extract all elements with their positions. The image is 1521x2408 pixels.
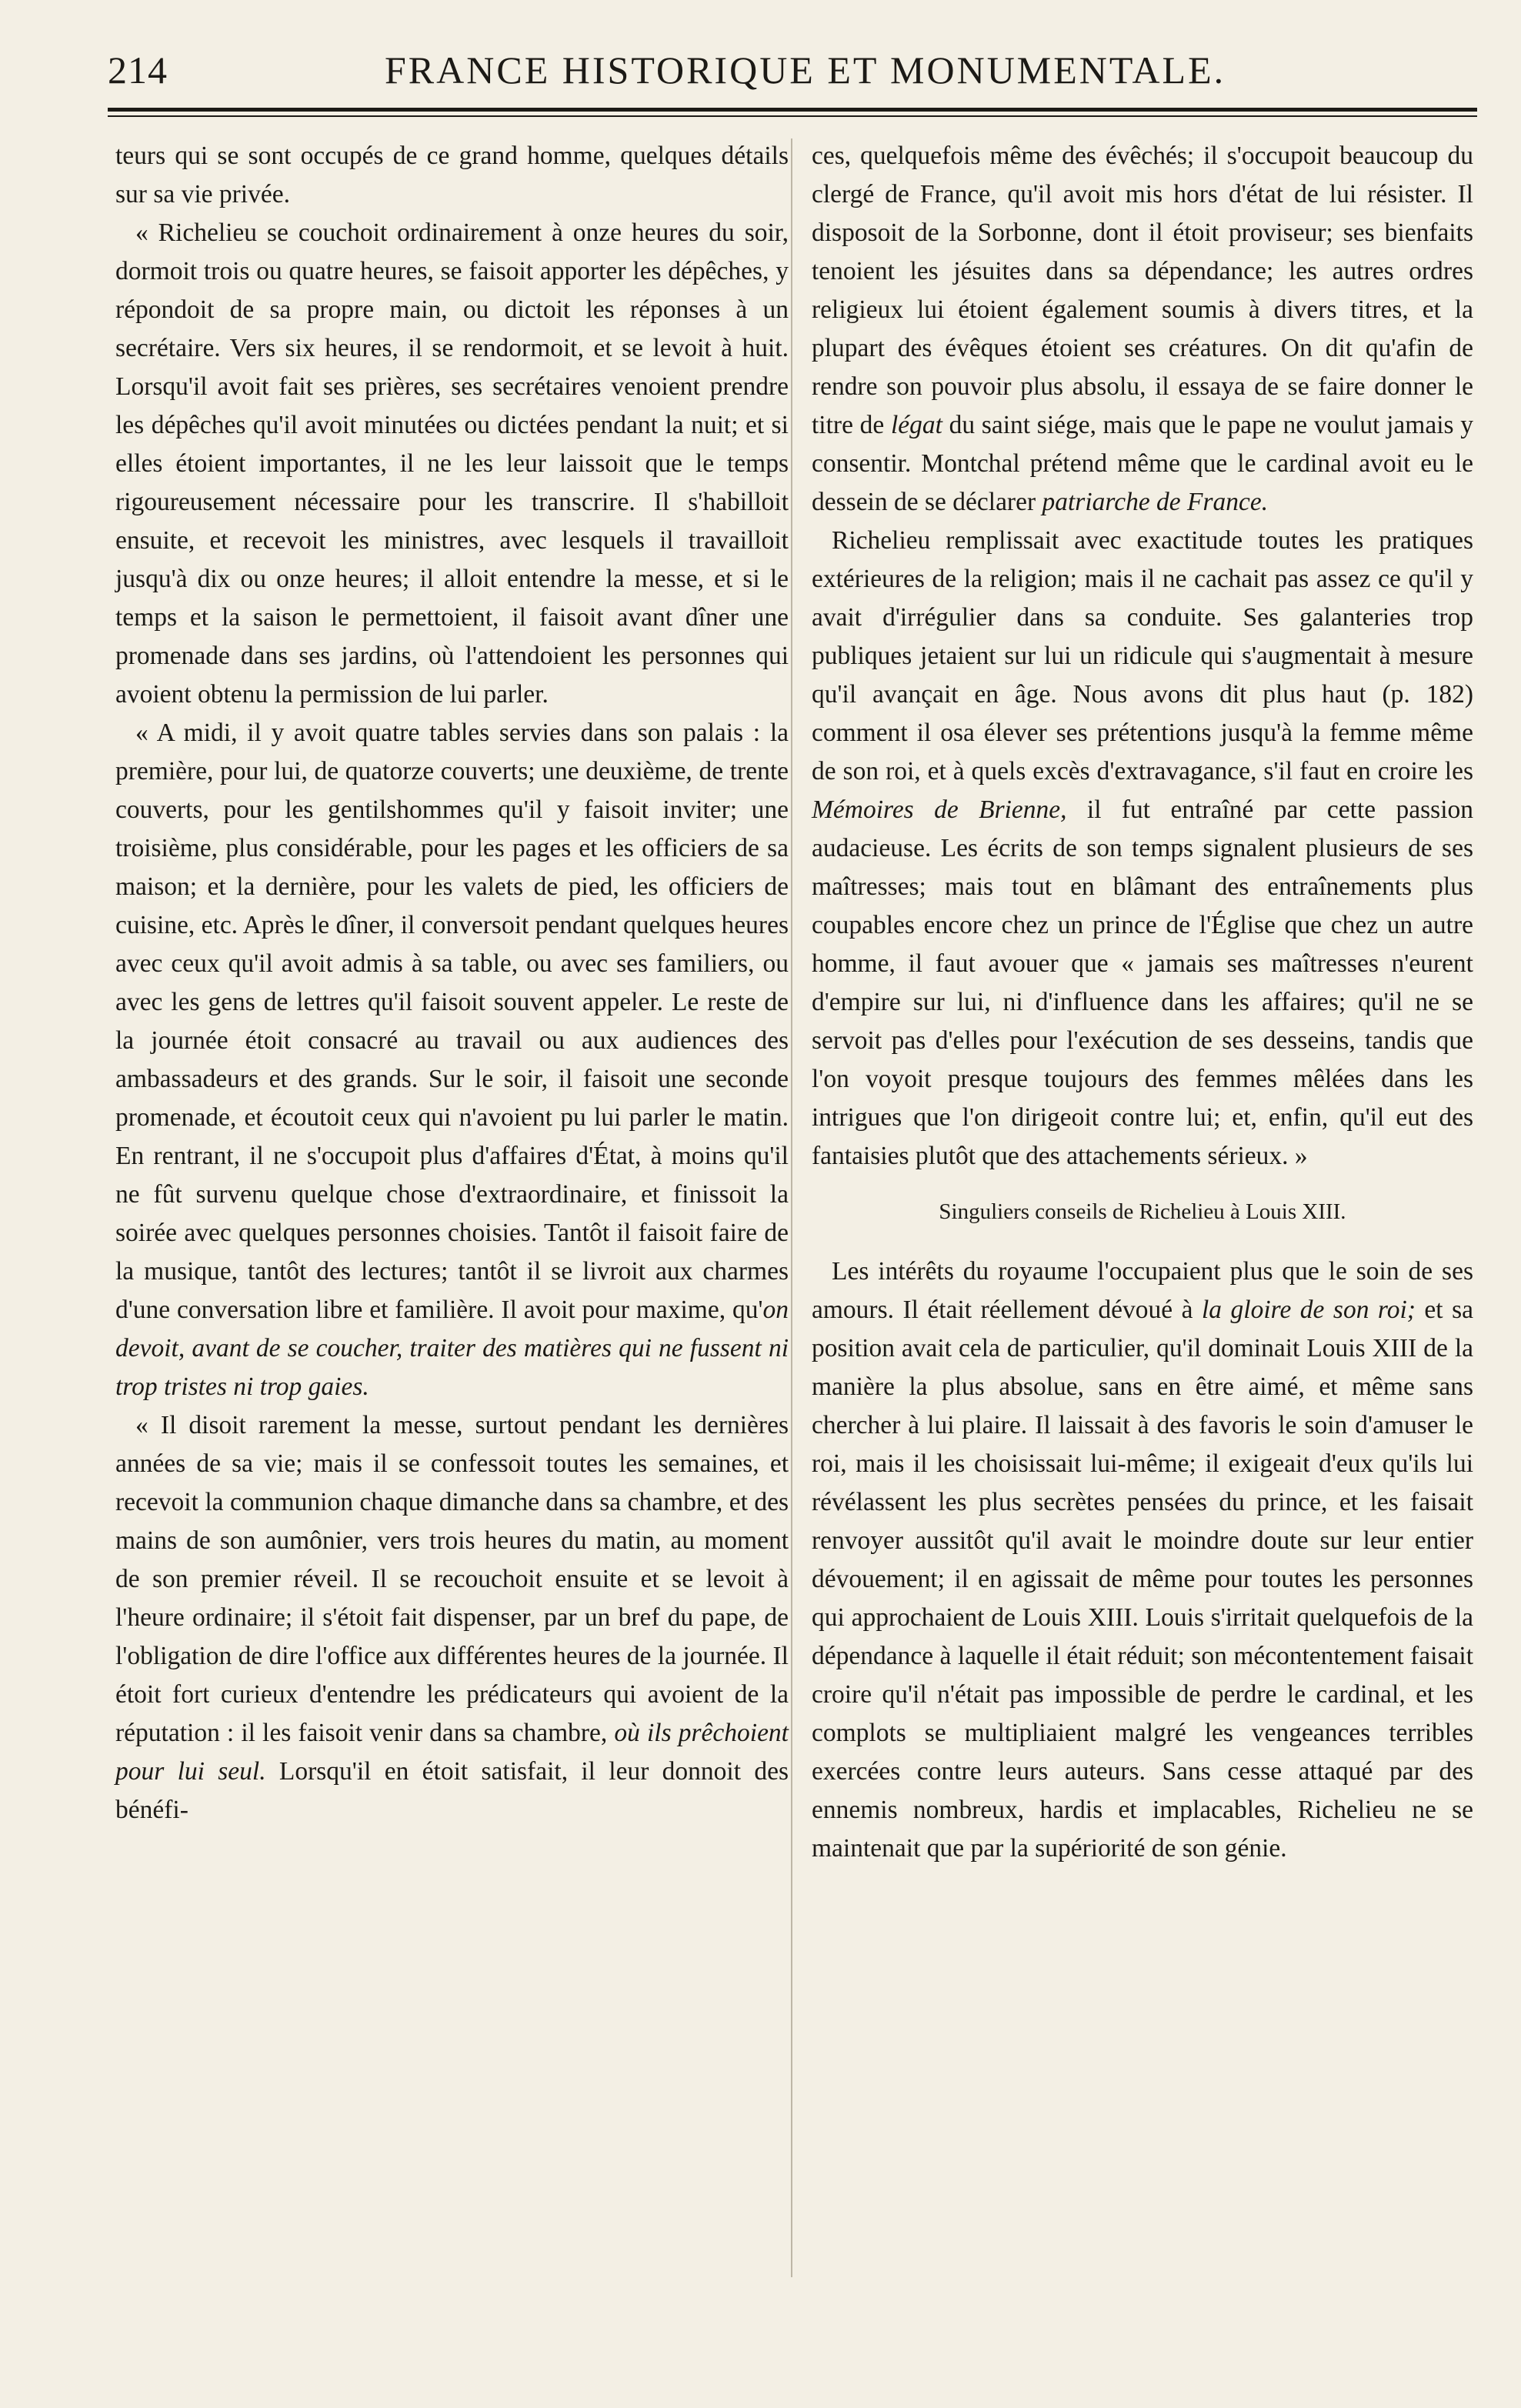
section-heading: Singuliers conseils de Richelieu à Louis XIII. <box>939 1199 1346 1224</box>
paragraph-text: Richelieu remplissait avec exactitude toutes les pratiques extérieures de la religion; mais il ne cachait pas assez ce qu'il y avait d'irrégulier dans sa conduite. Ses galanteries trop publiques jetaient sur lui un ridicule qui s'augmentait à mesure qu'il avançait en âge. Nous avons dit plus haut (p. 182) comment il osa élever ses prétentions jusqu'à la femme même de son roi, et à quels excès d'extravagance, s'il faut en croire les <box>812 526 1473 785</box>
column-divider <box>791 138 792 2277</box>
italic-title: Mémoires de Brienne, <box>812 795 1067 824</box>
right-column <box>812 137 1473 1868</box>
italic-quote: on devoit, avant de se coucher, traiter des matières qui ne fussent ni trop tristes ni trop gaies. <box>115 1296 789 1401</box>
paragraph <box>115 714 789 1406</box>
paragraph-text: il fut entraîné par cette passion audacieuse. Les écrits de son temps signalent plusieurs de ses maîtresses; mais tout en blâmant des entraînements plus coupables encore chez un prince de l'Église que chez un autre homme, il faut avouer que « jamais ses maîtresses n'eurent d'empire sur lui, ni d'influence dans les affaires; qu'il ne se servoit pas d'elles pour l'exécution de ses desseins, tandis que l'on voyoit presque toujours des femmes mêlées dans les intrigues que l'on dirigeoit contre lui; et, enfin, qu'il eut des fantaisies plutôt que des attachements sérieux. » <box>812 795 1474 1170</box>
paragraph <box>812 522 1473 1176</box>
header-rule-thick <box>108 108 1477 112</box>
running-title: FRANCE HISTORIQUE ET MONUMENTALE. <box>385 48 1226 92</box>
paragraph: « Richelieu se couchoit ordinairement à onze heures du soir, dormoit trois ou quatre heures, se faisoit apporter les dépêches, y répondoit de sa propre main, ou dictoit les réponses à un secrétaire. Vers six heures, il se rendormoit, et se levoit à huit. Lorsqu'il avoit fait ses prières, ses secrétaires venoient prendre les dépêches qu'il avoit minutées ou dictées pendant la nuit; et si elles étoient importantes, il ne les leur laissoit que le temps rigoureusement nécessaire pour les transcrire. Il s'habilloit ensuite, et recevoit les ministres, avec lesquels il travailloit jusqu'à dix ou onze heures; il alloit entendre la messe, et si le temps et la saison le permettoient, il faisoit avant dîner une promenade dans ses jardins, où l'attendoient les personnes qui avoient obtenu la permission de lui parler. <box>115 218 789 709</box>
paragraph-text: « Il disoit rarement la messe, surtout pendant les dernières années de sa vie; mais il se confessoit toutes les semaines, et recevoit la communion chaque dimanche dans sa chambre, et des mains de son aumônier, vers trois heures du matin, au moment de son premier réveil. Il se recouchoit ensuite et se levoit à l'heure ordinaire; il s'étoit fait dispenser, par un bref du pape, de l'obligation de dire l'office aux différentes heures de la journée. Il étoit fort curieux d'entendre les prédicateurs qui avoient de la réputation : il les faisoit venir dans sa chambre, <box>115 1411 789 1747</box>
italic-term: légat <box>890 411 942 439</box>
paragraph <box>812 137 1473 522</box>
italic-term: patriarche de France. <box>1042 488 1269 516</box>
paragraph: teurs qui se sont occupés de ce grand homme, quelques détails sur sa vie privée. <box>115 142 789 208</box>
italic-phrase: la gloire de son roi; <box>1202 1296 1416 1324</box>
paragraph <box>812 1252 1473 1868</box>
italic-quote: où ils prêchoient pour lui seul. <box>115 1719 789 1786</box>
paragraph-text: du saint siége, mais que le pape ne voulut jamais y consentir. Montchal prétend même que le cardinal avoit eu le dessein de se déclarer <box>812 411 1473 516</box>
header-rule-thin <box>108 115 1477 117</box>
left-column <box>115 137 789 1829</box>
page-number: 214 <box>108 48 168 92</box>
paragraph-text: ces, quelquefois même des évêchés; il s'occupoit beaucoup du clergé de France, qu'il avoit mis hors d'état de lui résister. Il disposoit de la Sorbonne, dont il étoit proviseur; ses bienfaits tenoient les jésuites dans sa dépendance; les autres ordres religieux lui étoient également soumis à divers titres, et la plupart des évêques étoient ses créatures. On dit qu'afin de rendre son pouvoir plus absolu, il essaya de se faire donner le titre de <box>812 142 1473 439</box>
paragraph-text: Lorsqu'il en étoit satisfait, il leur donnoit des bénéfi- <box>115 1757 789 1824</box>
paragraph-text: Les intérêts du royaume l'occupaient plus que le soin de ses amours. Il était réellement dévoué à <box>812 1257 1473 1324</box>
paragraph-text: « A midi, il y avoit quatre tables servies dans son palais : la première, pour lui, de quatorze couverts; une deuxième, de trente couverts, pour les gentilshommes qu'il y faisoit inviter; une troisième, plus considérable, pour les pages et les officiers de sa maison; et la dernière, pour les valets de pied, les officiers de cuisine, etc. Après le dîner, il conversoit pendant quelques heures avec ceux qu'il avoit admis à sa table, ou avec ses familiers, ou avec les gens de lettres qu'il faisoit souvent appeler. Le reste de la journée étoit consacré au travail ou aux audiences des ambassadeurs et des grands. Sur le soir, il faisoit une seconde promenade, et écoutoit ceux qui n'avoient pu lui parler le matin. En rentrant, il ne s'occupoit plus d'affaires d'État, à moins qu'il ne fût survenu quelque chose d'extraordinaire, et finissoit la soirée avec quelques personnes choisies. Tantôt il faisoit faire de la musique, tantôt des lectures; tantôt il se livroit aux charmes d'une conversation libre et familière. Il avoit pour maxime, qu' <box>115 719 789 1324</box>
paragraph <box>115 1406 789 1829</box>
paragraph-text: et sa position avait cela de particulier, qu'il dominait Louis XIII de la manière la plus absolue, sans en être aimé, et même sans chercher à lui plaire. Il laissait à des favoris le soin d'amuser le roi, mais il les choisissait lui-même; il exigeait d'eux qu'ils lui révélassent les plus secrètes pensées du prince, et les faisait renvoyer aussitôt qu'il avait le moindre doute sur leur entier dévouement; il en agissait de même pour toutes les personnes qui approchaient de Louis XIII. Louis s'irritait quelquefois de la dépendance à laquelle il était réduit; son mécontentement faisait croire qu'il n'était pas impossible de perdre le cardinal, et les complots se multipliaient malgré les vengeances terribles exercées contre leurs auteurs. Sans cesse attaqué par des ennemis nombreux, hardis et implacables, Richelieu ne se maintenait que par la supériorité de son génie. <box>812 1296 1473 1863</box>
